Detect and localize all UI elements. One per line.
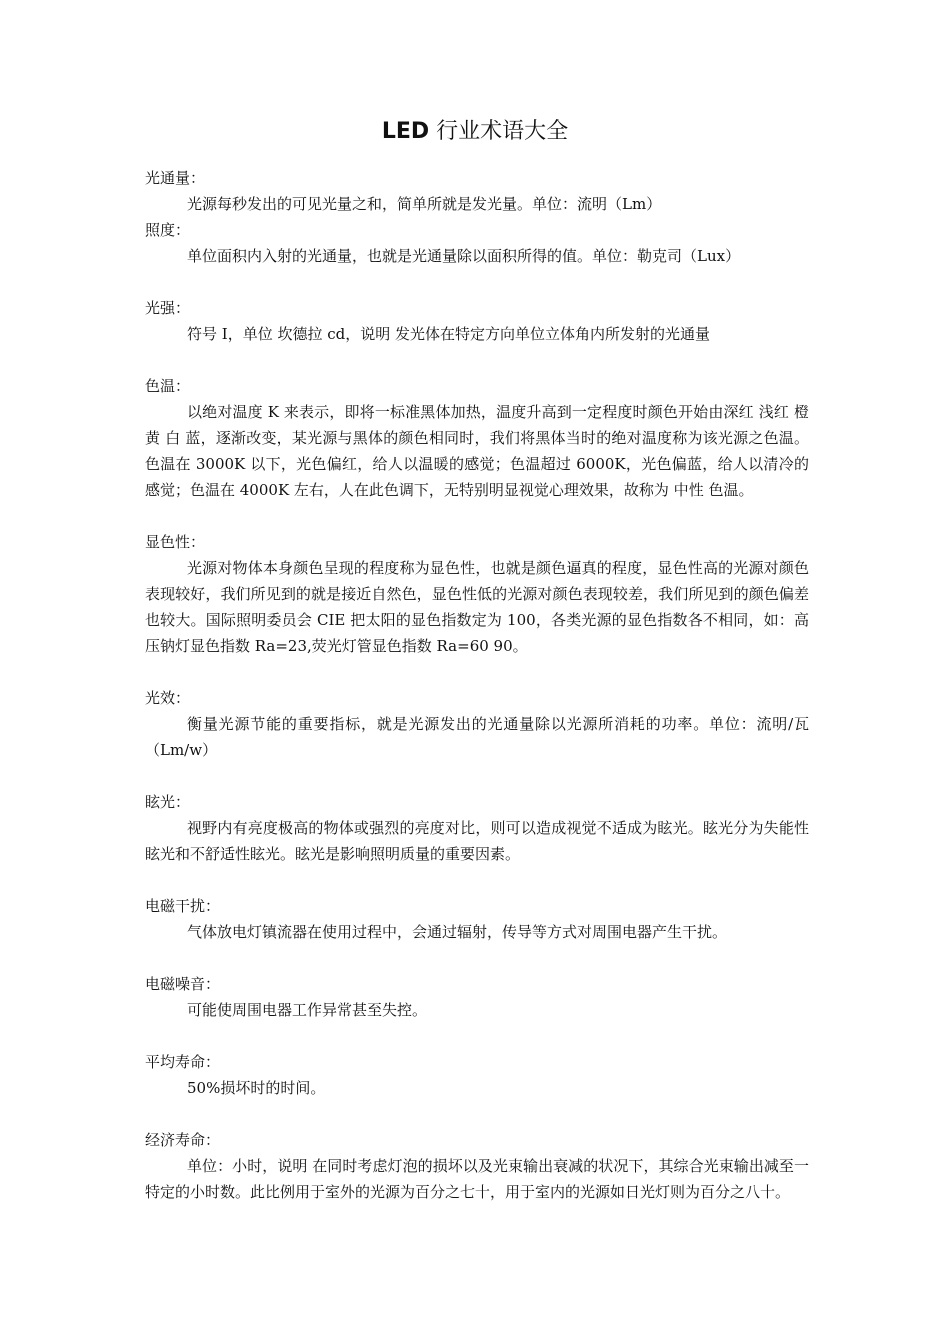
term-heading: 光通量： (145, 169, 206, 187)
term-heading: 光效： (145, 689, 191, 707)
spacer (145, 763, 809, 789)
term-heading: 电磁噪音： (145, 975, 221, 993)
spacer (145, 945, 809, 971)
term-heading: 色温： (145, 377, 191, 395)
term-definition: 以绝对温度 K 来表示，即将一标准黑体加热，温度升高到一定程度时颜色开始由深红 浅红 橙黄 白 蓝，逐渐改变，某光源与黑体的颜色相同时，我们将黑体当时的绝对温度称为该光源之色温。色温在 3000K 以下，光色偏红，给人以温暖的感觉；色温超过 6000K，光色偏蓝，给人以清冷的感觉；色温在 4000K 左右，人在此色调下，无特别明显视觉心理效果，故称为 中性 色温。 (145, 403, 809, 499)
term-definition: 视野内有亮度极高的物体或强烈的亮度对比，则可以造成视觉不适成为眩光。眩光分为失能性眩光和不舒适性眩光。眩光是影响照明质量的重要因素。 (145, 819, 809, 863)
spacer (145, 1101, 809, 1127)
title-cn: 行业术语大全 (436, 119, 569, 144)
term-heading: 经济寿命： (145, 1131, 221, 1149)
term-definition: 可能使周围电器工作异常甚至失控。 (187, 1001, 428, 1019)
term-definition: 单位面积内入射的光通量，也就是光通量除以面积所得的值。单位：勒克司（Lux） (187, 247, 741, 265)
term-definition: 衡量光源节能的重要指标，就是光源发出的光通量除以光源所消耗的功率。单位：流明/瓦（Lm/w） (145, 715, 809, 759)
term-heading: 平均寿命： (145, 1053, 221, 1071)
term-definition: 单位：小时，说明 在同时考虑灯泡的损坏以及光束输出衰减的状况下，其综合光束输出减至一特定的小时数。此比例用于室外的光源为百分之七十，用于室内的光源如日光灯则为百分之八十。 (145, 1157, 809, 1201)
spacer (145, 269, 809, 295)
term-definition: 光源每秒发出的可见光量之和，简单所就是发光量。单位：流明（Lm） (187, 195, 662, 213)
title-latin: LED (381, 119, 430, 144)
term-definition: 光源对物体本身颜色呈现的程度称为显色性，也就是颜色逼真的程度，显色性高的光源对颜色表现较好，我们所见到的就是接近自然色，显色性低的光源对颜色表现较差，我们所见到的颜色偏差也较大。国际照明委员会 CIE 把太阳的显色指数定为 100，各类光源的显色指数各不相同，如：高压钠灯显色指数 Ra=23,荧光灯管显色指数 Ra=60 90。 (145, 559, 809, 655)
term-definition: 符号 I，单位 坎德拉 cd，说明 发光体在特定方向单位立体角内所发射的光通量 (187, 325, 711, 343)
term-definition: 气体放电灯镇流器在使用过程中，会通过辐射，传导等方式对周围电器产生干扰。 (187, 923, 728, 941)
spacer (145, 867, 809, 893)
term-definition: 50%损坏时的时间。 (187, 1079, 326, 1097)
term-heading: 眩光： (145, 793, 191, 811)
spacer (145, 1023, 809, 1049)
term-heading: 照度： (145, 221, 191, 239)
term-heading: 显色性： (145, 533, 206, 551)
term-heading: 电磁干扰： (145, 897, 221, 915)
document-body (145, 165, 809, 1205)
term-heading: 光强： (145, 299, 191, 317)
page-title (0, 117, 950, 147)
spacer (145, 659, 809, 685)
spacer (145, 503, 809, 529)
spacer (145, 347, 809, 373)
